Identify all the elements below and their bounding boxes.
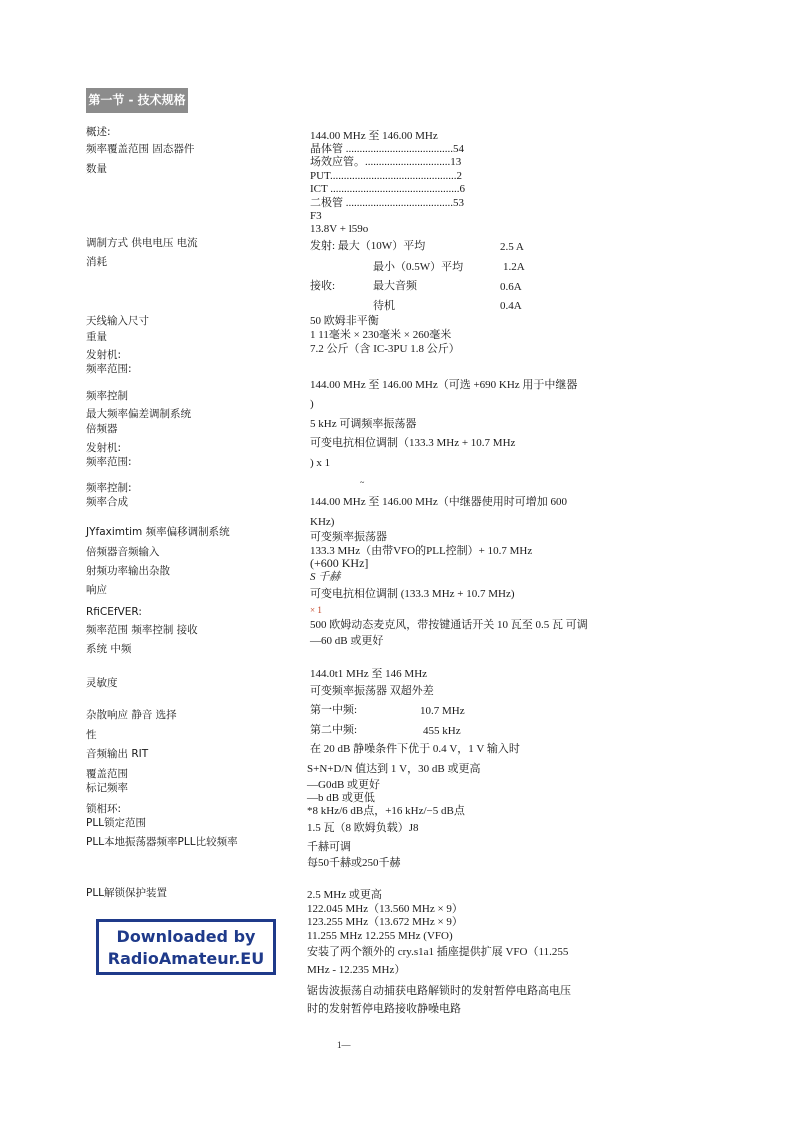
value-spurious-rx: —G0dB 或更好 (307, 779, 381, 791)
label-spurious-squelch: 杂散响应 静音 选择 (86, 709, 177, 721)
value-lo-1: 122.045 MHz（13.560 MHz × 9） (307, 903, 463, 915)
section-title: 第一节 - 技术规格 (86, 88, 188, 113)
value-audio-output: 1.5 瓦（8 欧姆负载）J8 (307, 822, 419, 834)
label-frequency-control: 频率控制 (86, 390, 128, 402)
value-lock-range: 2.5 MHz 或更高 (307, 889, 382, 901)
value-offset: (+600 KHz] (310, 556, 369, 570)
label-frequency-control-2: 频率控制: (86, 482, 132, 494)
label-consumption: 消耗 (86, 256, 107, 268)
label-selectivity: 性 (86, 729, 97, 741)
value-rit: 千赫可调 (307, 841, 351, 853)
value-if1: 10.7 MHz (420, 705, 465, 717)
label-quantity: 数量 (86, 163, 107, 175)
value-if2: 455 kHz (423, 725, 461, 737)
value-comparison: 11.255 MHz 12.255 MHz (VFO) (307, 930, 453, 942)
value-extra-sockets-cont: MHz - 12.235 MHz） (307, 964, 406, 976)
value-antenna: 50 欧姆非平衡 (310, 315, 379, 327)
value-dimensions: 1 11毫米 × 230毫米 × 260毫米 (310, 329, 452, 341)
download-badge (96, 919, 276, 975)
label-response: 响应 (86, 584, 107, 596)
value-diodes: 二极管 .......................................53 (310, 197, 464, 209)
label-pll: 锁相环: (86, 803, 122, 815)
label-transmitter-2: 发射机: (86, 442, 122, 454)
label-receiver: RfiCEfVER: (86, 606, 142, 618)
label-if-system: 系统 中频 (86, 643, 132, 655)
value-khz: S 千赫 (310, 571, 341, 583)
value-rx-system: 可变频率振荡器 双超外差 (310, 685, 434, 697)
value-tx-range-2: 144.00 MHz 至 146.00 MHz（中继器使用时可增加 600 (310, 496, 567, 508)
value-rx-max-audio: 最大音频 (373, 280, 417, 292)
label-frequency-synthesis: 频率合成 (86, 496, 128, 508)
label-pll-lock-range: PLL锁定范围 (86, 817, 147, 829)
value-if1-label: 第一中频: (310, 704, 358, 716)
value-standby: 待机 (373, 300, 395, 312)
label-pll-unlock: PLL解锁保护装置 (86, 887, 168, 899)
value-sensitivity: 在 20 dB 静噪条件下优于 0.4 V，1 V 输入时 (310, 743, 520, 755)
value-standby-current: 0.4A (500, 300, 522, 312)
label-rf-output-spurious: 射频功率输出杂散 (86, 565, 170, 577)
label-frequency-range: 频率范围: (86, 363, 132, 375)
value-marker: 每50千赫或250千赫 (307, 857, 401, 869)
value-synthesis: 133.3 MHz（由带VFO的PLL控制）+ 10.7 MHz (310, 545, 533, 557)
value-vfo-2: 可变频率振荡器 (310, 531, 387, 543)
value-tilde: ~ (360, 478, 365, 487)
value-vfo: 5 kHz 可调频率振荡器 (310, 418, 417, 430)
page-number: 1— (337, 1040, 351, 1050)
badge-line-2: RadioAmateur.EU (107, 949, 265, 968)
value-fets: 场效应管。...............................13 (310, 156, 462, 168)
label-sensitivity: 灵敏度 (86, 677, 118, 689)
value-rx-range: 144.0t1 MHz 至 146 MHz (310, 668, 428, 680)
label-deviation-modulation: JYfaximtim 频率偏移调制系统 (86, 526, 230, 538)
value-squelch: —b dB 或更低 (307, 792, 375, 804)
value-tx-max-current: 2.5 A (500, 241, 524, 253)
value-selectivity: *8 kHz/6 dB点，+16 kHz/−5 dB点 (307, 805, 465, 817)
value-frequency-coverage: 144.00 MHz 至 146.00 MHz (310, 130, 438, 142)
value-tx-range-2-cont: KHz) (310, 516, 335, 528)
label-coverage: 覆盖范围 (86, 768, 128, 780)
value-tx-max: 发射: 最大（10W）平均 (310, 240, 426, 252)
value-tx-range: 144.00 MHz 至 146.00 MHz（可选 +690 KHz 用于中继器 (310, 379, 578, 391)
label-weight: 重量 (86, 331, 107, 343)
label-antenna: 天线输入尺寸 (86, 315, 149, 327)
label-multiplier: 倍频器 (86, 423, 118, 435)
label-multiplier-audio: 倍频器音频输入 (86, 546, 160, 558)
value-lo-2: 123.255 MHz（13.672 MHz × 9） (307, 916, 463, 928)
value-multiplier: × 1 (310, 605, 322, 615)
label-pll-lo: PLL本地振荡器频率PLL比较频率 (86, 836, 238, 848)
value-extra-sockets: 安装了两个额外的 cry.s1a1 插座提供扩展 VFO（11.255 (307, 946, 569, 958)
label-max-deviation: 最大频率偏差调制系统 (86, 408, 191, 420)
value-phase-mod: 可变电抗相位调制（133.3 MHz + 10.7 MHz (310, 437, 516, 449)
value-weight: 7.2 公斤（含 IC-3PU 1.8 公斤） (310, 343, 460, 355)
value-ict: ICT ...............................................6 (310, 183, 466, 195)
value-transistors: 晶体管 .......................................54 (310, 143, 464, 155)
label-audio-output: 音频输出 RIT (86, 748, 149, 760)
value-phase-mod-cont: ) x 1 (310, 457, 331, 469)
label-frequency-range-2: 频率范围: (86, 456, 132, 468)
label-overview: 概述: (86, 126, 111, 138)
label-marker: 标记频率 (86, 782, 128, 794)
value-if2-label: 第二中频: (310, 724, 358, 736)
value-rx-max-current: 0.6A (500, 281, 522, 293)
label-frequency-coverage: 频率覆盖范围 固态器件 (86, 143, 195, 155)
value-rx: 接收: (310, 280, 336, 292)
value-spurious: —60 dB 或更好 (310, 635, 384, 647)
label-receive-range: 频率范围 频率控制 接收 (86, 624, 198, 636)
value-tx-min: 最小（0.5W）平均 (373, 261, 464, 273)
value-snd: S+N+D/N 值达到 1 V，30 dB 或更高 (307, 763, 481, 775)
label-modulation: 调制方式 供电电压 电流 (86, 237, 198, 249)
badge-line-1: Downloaded by (116, 927, 256, 946)
value-unlock-protection-cont: 时的发射暂停电路接收静噪电路 (307, 1003, 461, 1015)
value-mic: 500 欧姆动态麦克风，带按键通话开关 10 瓦至 0.5 瓦 可调 (310, 619, 588, 631)
value-voltage: 13.8V + l59o (310, 223, 369, 235)
value-tx-range-cont: ) (310, 398, 314, 410)
value-phase-mod-2: 可变电抗相位调制 (133.3 MHz + 10.7 MHz) (310, 588, 515, 600)
label-transmitter: 发射机: (86, 349, 122, 361)
value-put: PUT..............................................2 (310, 170, 462, 182)
value-f3: F3 (310, 210, 322, 222)
value-tx-min-current: 1.2A (503, 261, 525, 273)
value-unlock-protection: 锯齿波振荡自动捕获电路解锁时的发射暂停电路高电压 (307, 985, 571, 997)
